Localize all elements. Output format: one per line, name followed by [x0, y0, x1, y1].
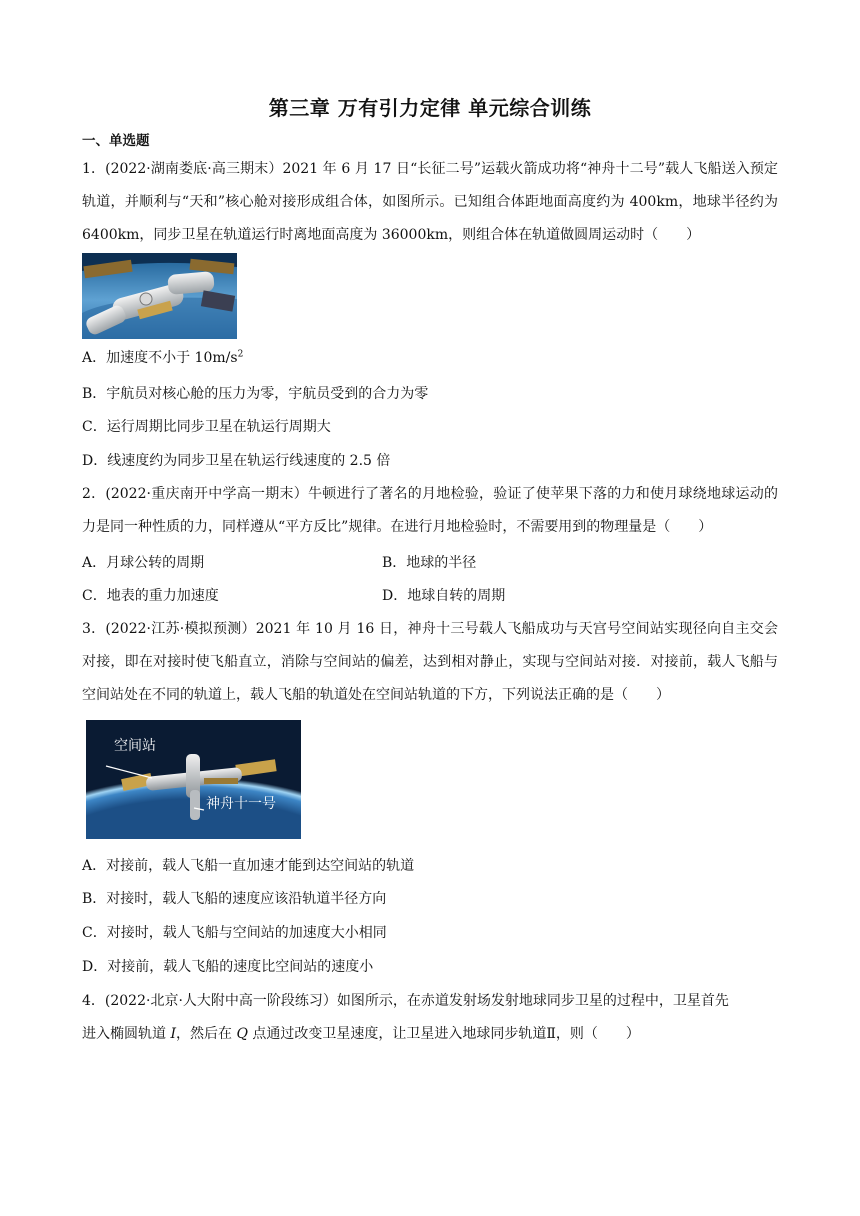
- q3-option-b: B．对接时，载人飞船的速度应该沿轨道半径方向: [82, 891, 387, 907]
- q1-option-b: B．宇航员对核心舱的压力为零，宇航员受到的合力为零: [82, 386, 429, 402]
- question-2-stem: 2．(2022·重庆南开中学高一期末）牛顿进行了著名的月地检验，验证了使苹果下落的力和使月球绕地球运动的力是同一种性质的力，同样遵从“平方反比”规律。在进行月地检验时，不需要用到的物理量是（ ）: [82, 486, 778, 535]
- q3-option-d: D．对接前，载人飞船的速度比空间站的速度小: [82, 959, 374, 975]
- q2-option-a: A．月球公转的周期: [82, 555, 205, 571]
- q4-text-b: ，然后在: [175, 1026, 237, 1042]
- question-4-stem-line2: [82, 1024, 640, 1044]
- point-q-symbol: Q: [236, 1026, 248, 1042]
- question-1-stem: 1．(2022·湖南娄底·高三期末）2021 年 6 月 17 日“长征二号”运载火箭成功将“神舟十二号”载人飞船送入预定轨道，并顺利与“天和”核心舱对接形成组合体，如图所示。已知组合体距地面高度约为 400km，地球半径约为 6400km，同步卫星在轨道运行时离地面高度为 36000km，则组合体在轨道做圆周运动时（ ）: [82, 161, 778, 243]
- question-4-stem-line1: 4．(2022·北京·人大附中高一阶段练习）如图所示，在赤道发射场发射地球同步卫星的过程中，卫星首先: [82, 993, 729, 1009]
- space-station-photo: [82, 253, 237, 339]
- q1-option-a: [82, 348, 243, 368]
- q1-option-a-exponent: 2: [237, 349, 244, 360]
- q1-option-a-text: A．加速度不小于 10m/s: [82, 350, 238, 366]
- spacecraft-label: 神舟十一号: [206, 796, 276, 812]
- page-title: 第三章 万有引力定律 单元综合训练: [268, 96, 592, 120]
- q3-option-c: C．对接时，载人飞船与空间站的加速度大小相同: [82, 925, 387, 941]
- q3-option-a: A．对接前，载人飞船一直加速才能到达空间站的轨道: [82, 858, 415, 874]
- q2-option-d: D．地球自转的周期: [382, 588, 506, 604]
- q1-option-c: C．运行周期比同步卫星在轨运行周期大: [82, 419, 331, 435]
- q2-option-b: B．地球的半径: [382, 555, 477, 571]
- space-station-docking-photo: [86, 720, 301, 839]
- station-label: 空间站: [114, 738, 156, 754]
- orbit-i-symbol: I: [170, 1026, 176, 1042]
- q4-text-a: 进入椭圆轨道: [82, 1026, 171, 1042]
- question-3-stem: 3．(2022·江苏·模拟预测）2021 年 10 月 16 日，神舟十三号载人飞船成功与天宫号空间站实现径向自主交会对接，即在对接时使飞船直立，消除与空间站的偏差，达到相对静止，实现与空间站对接．对接前，载人飞船与空间站处在不同的轨道上，载人飞船的轨道处在空间站轨道的下方，下列说法正确的是（ ）: [82, 621, 778, 703]
- q4-text-c: 点通过改变卫星速度，让卫星进入地球同步轨道Ⅱ，则（ ）: [247, 1026, 640, 1042]
- q2-option-c: C．地表的重力加速度: [82, 588, 219, 604]
- space-station-photo-graphic: [82, 253, 237, 339]
- section-heading: 一、单选题: [82, 133, 150, 149]
- q1-option-d: D．线速度约为同步卫星在轨运行线速度的 2.5 倍: [82, 453, 391, 469]
